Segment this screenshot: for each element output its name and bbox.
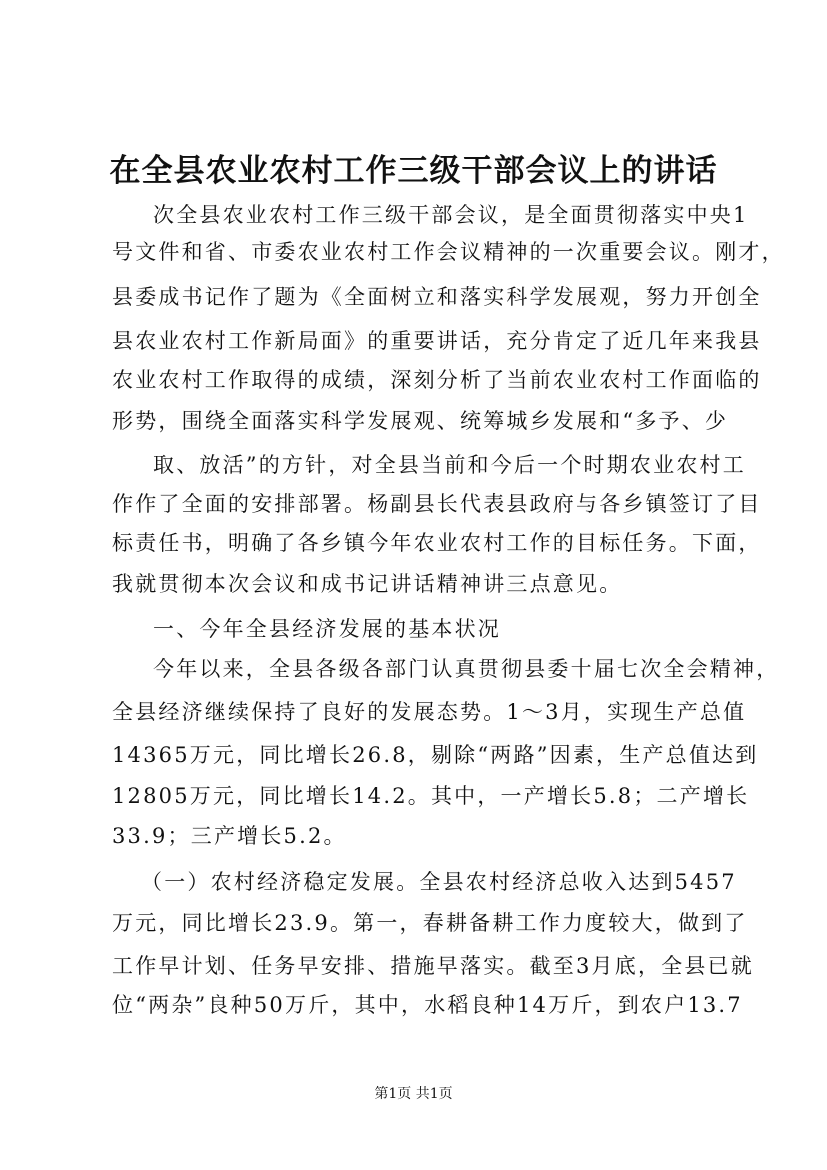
paragraph-line: 14365万元，同比增长26.8，剔除“两路”因素，生产总值达到	[112, 743, 759, 767]
paragraph-line: 12805万元，同比增长14.2。其中，一产增长5.8；二产增长	[112, 784, 750, 808]
document-title: 在全县农业农村工作三级干部会议上的讲话	[109, 153, 718, 189]
paragraph-line: 万元，同比增长23.9。第一，春耕备耕工作力度较大，做到了	[112, 911, 748, 935]
paragraph-line: 标责任书，明确了各乡镇今年农业农村工作的目标任务。下面，	[112, 531, 762, 555]
paragraph-line: 工作早计划、任务早安排、措施早落实。截至3月底，全县已就	[112, 954, 754, 978]
page-number: 第1页 共1页	[374, 1086, 453, 1102]
paragraph-line: 号文件和省、市委农业农村工作会议精神的一次重要会议。刚才，	[112, 240, 785, 264]
paragraph-line: 33.9；三产增长5.2。	[112, 824, 347, 848]
paragraph-line: 次全县农业农村工作三级干部会议，是全面贯彻落实中央1	[153, 203, 749, 227]
paragraph-line: 形势，围绕全面落实科学发展观、统筹城乡发展和“多予、少	[112, 409, 729, 433]
paragraph-line: （一）农村经济稳定发展。全县农村经济总收入达到5457	[141, 870, 737, 894]
paragraph-line: 作作了全面的安排部署。杨副县长代表县政府与各乡镇签订了目	[112, 492, 762, 516]
paragraph-line: 位“两杂”良种50万斤，其中，水稻良种14万斤，到农户13.7	[112, 993, 743, 1017]
paragraph-line: 县农业农村工作新局面》的重要讲话，充分肯定了近几年来我县	[112, 329, 762, 353]
section-heading: 一、今年全县经济发展的基本状况	[153, 617, 501, 641]
paragraph-line: 全县经济继续保持了良好的发展态势。1～3月，实现生产总值	[112, 700, 747, 724]
paragraph-line: 今年以来，全县各级各部门认真贯彻县委十届七次全会精神，	[153, 657, 780, 681]
paragraph-line: 县委成书记作了题为《全面树立和落实科学发展观，努力开创全	[112, 285, 762, 309]
paragraph-line: 我就贯彻本次会议和成书记讲话精神讲三点意见。	[112, 572, 623, 596]
paragraph-line: 农业农村工作取得的成绩，深刻分析了当前农业农村工作面临的	[112, 368, 762, 392]
paragraph-line: 取、放活”的方针，对全县当前和今后一个时期农业农村工	[153, 453, 746, 477]
